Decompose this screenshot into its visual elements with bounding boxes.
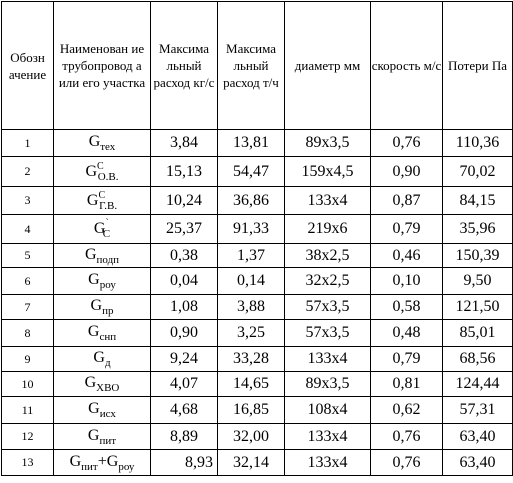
- row-losses: 63,40: [443, 424, 513, 450]
- row-flow-kgs: 0,04: [151, 268, 218, 295]
- row-speed: 0,48: [371, 320, 443, 347]
- header-speed: скорость м/с: [371, 2, 443, 130]
- row-designation: [54, 268, 151, 295]
- designation-subscript: О.В.: [97, 170, 119, 183]
- designation-plus-symbol: +G: [97, 452, 119, 470]
- row-losses: 85,01: [443, 320, 513, 347]
- designation-symbol: G: [93, 220, 106, 237]
- designation-subscript-2: роу: [118, 460, 135, 473]
- row-designation: [54, 424, 151, 450]
- row-designation: [54, 295, 151, 320]
- designation-subscript: пит: [81, 460, 98, 473]
- row-speed: 0,76: [371, 450, 443, 476]
- row-losses: 110,36: [443, 130, 513, 157]
- row-losses: 57,31: [443, 397, 513, 424]
- row-diameter: 38х2,5: [285, 244, 371, 268]
- row-flow-th: 0,14: [218, 268, 285, 295]
- table-row: [2, 372, 513, 397]
- row-speed: 0,81: [371, 372, 443, 397]
- row-number: 10: [2, 372, 54, 397]
- row-speed: 0,90: [371, 157, 443, 187]
- designation-superscript: `: [105, 218, 109, 229]
- row-losses: 124,44: [443, 372, 513, 397]
- row-flow-kgs: 0,38: [151, 244, 218, 268]
- table-row: [2, 130, 513, 157]
- row-number: 7: [2, 295, 54, 320]
- row-designation: [54, 372, 151, 397]
- designation-subscript: ХВО: [96, 382, 120, 394]
- row-diameter: 32х2,5: [285, 268, 371, 295]
- designation-symbol: G: [85, 162, 98, 180]
- row-designation: [54, 215, 151, 244]
- row-flow-th: 3,88: [218, 295, 285, 320]
- table-row: [2, 397, 513, 424]
- row-flow-kgs: 9,24: [151, 347, 218, 372]
- table-row: [2, 424, 513, 450]
- row-flow-th: 36,86: [218, 187, 285, 215]
- row-designation: [54, 244, 151, 268]
- table-row: [2, 268, 513, 295]
- row-speed: 0,87: [371, 187, 443, 215]
- header-max-flow-th: Максима льный расход т/ч: [218, 2, 285, 130]
- row-designation: [54, 320, 151, 347]
- table-row: [2, 295, 513, 320]
- table-row: [2, 450, 513, 476]
- row-diameter: 219х6: [285, 215, 371, 244]
- row-losses: 9,50: [443, 268, 513, 295]
- row-flow-th: 14,65: [218, 372, 285, 397]
- row-speed: 0,46: [371, 244, 443, 268]
- header-diameter: диаметр мм: [285, 2, 371, 130]
- designation-subscript: С: [102, 228, 111, 240]
- row-diameter: 57х3,5: [285, 295, 371, 320]
- row-flow-th: 32,00: [218, 424, 285, 450]
- row-flow-kgs: 8,93: [151, 450, 218, 476]
- row-speed: 0,76: [371, 130, 443, 157]
- row-losses: 150,39: [443, 244, 513, 268]
- row-flow-kgs: 3,84: [151, 130, 218, 157]
- row-flow-th: 16,85: [218, 397, 285, 424]
- row-flow-kgs: 15,13: [151, 157, 218, 187]
- designation-subscript: исх: [99, 408, 116, 420]
- header-pipeline-name: Наименован ие трубопровод а или его участка: [54, 2, 151, 130]
- row-speed: 0,76: [371, 424, 443, 450]
- row-flow-kgs: 4,68: [151, 397, 218, 424]
- header-designation: Обозн ачение: [2, 2, 54, 130]
- header-max-flow-kgs: Максима льный расход кг/с: [151, 2, 218, 130]
- row-diameter: 89х3,5: [285, 130, 371, 157]
- row-flow-th: 32,14: [218, 450, 285, 476]
- designation-symbol: G: [90, 297, 103, 314]
- designation-subscript: роу: [99, 279, 116, 291]
- row-flow-th: 33,28: [218, 347, 285, 372]
- designation-symbol: G: [88, 133, 101, 150]
- row-flow-th: 13,81: [218, 130, 285, 157]
- row-flow-th: 91,33: [218, 215, 285, 244]
- designation-symbol: G: [69, 452, 82, 470]
- designation-symbol: G: [87, 426, 100, 444]
- designation-subscript: пит: [99, 434, 117, 447]
- row-diameter: 133х4: [285, 347, 371, 372]
- designation-symbol: G: [88, 400, 100, 417]
- row-diameter: 89х3,5: [285, 372, 371, 397]
- row-diameter: 108х4: [285, 397, 371, 424]
- row-number: 1: [2, 130, 54, 157]
- row-designation: [54, 157, 151, 187]
- row-number: 11: [2, 397, 54, 424]
- row-losses: 84,15: [443, 187, 513, 215]
- designation-symbol: G: [87, 323, 100, 340]
- row-speed: 0,79: [371, 347, 443, 372]
- row-losses: 35,96: [443, 215, 513, 244]
- row-losses: 70,02: [443, 157, 513, 187]
- designation-subscript: снп: [99, 331, 117, 343]
- row-flow-kgs: 8,89: [151, 424, 218, 450]
- designation-subscript: подп: [96, 253, 120, 266]
- row-designation: [54, 187, 151, 215]
- row-flow-th: 1,37: [218, 244, 285, 268]
- designation-superscript: С: [98, 189, 106, 201]
- table-row: [2, 187, 513, 215]
- designation-subscript: д: [104, 357, 111, 369]
- row-flow-th: 3,25: [218, 320, 285, 347]
- designation-symbol: G: [86, 191, 99, 209]
- row-speed: 0,62: [371, 397, 443, 424]
- row-flow-kgs: 0,90: [151, 320, 218, 347]
- row-speed: 0,10: [371, 268, 443, 295]
- table-row: [2, 215, 513, 244]
- row-flow-kgs: 1,08: [151, 295, 218, 320]
- row-diameter: 133х4: [285, 450, 371, 476]
- row-diameter: 133х4: [285, 187, 371, 215]
- row-designation: [54, 130, 151, 157]
- row-losses: 68,56: [443, 347, 513, 372]
- row-number: 9: [2, 347, 54, 372]
- row-diameter: 159х4,5: [285, 157, 371, 187]
- row-number: 3: [2, 187, 54, 215]
- table-row: [2, 244, 513, 268]
- designation-symbol: G: [84, 374, 97, 391]
- header-row: [2, 2, 513, 130]
- row-losses: 121,50: [443, 295, 513, 320]
- table-row: [2, 320, 513, 347]
- row-designation: [54, 397, 151, 424]
- row-number: 4: [2, 215, 54, 244]
- header-losses: Потери Па: [443, 2, 513, 130]
- row-flow-kgs: 25,37: [151, 215, 218, 244]
- row-number: 2: [2, 157, 54, 187]
- row-number: 12: [2, 424, 54, 450]
- table-row: [2, 157, 513, 187]
- designation-subscript: тех: [100, 141, 116, 153]
- designation-symbol: G: [84, 245, 97, 263]
- designation-subscript: пр: [102, 305, 114, 317]
- pipeline-table: [1, 1, 513, 476]
- row-diameter: 57х3,5: [285, 320, 371, 347]
- row-diameter: 133х4: [285, 424, 371, 450]
- designation-symbol: G: [93, 349, 105, 366]
- row-flow-th: 54,47: [218, 157, 285, 187]
- table-row: [2, 347, 513, 372]
- row-speed: 0,58: [371, 295, 443, 320]
- designation-symbol: G: [88, 271, 100, 288]
- row-losses: 63,40: [443, 450, 513, 476]
- designation-subscript: Г.В.: [99, 199, 118, 212]
- row-flow-kgs: 4,07: [151, 372, 218, 397]
- row-designation: [54, 450, 151, 476]
- row-speed: 0,79: [371, 215, 443, 244]
- row-number: 13: [2, 450, 54, 476]
- row-number: 5: [2, 244, 54, 268]
- row-number: 8: [2, 320, 54, 347]
- row-designation: [54, 347, 151, 372]
- row-number: 6: [2, 268, 54, 295]
- row-flow-kgs: 10,24: [151, 187, 218, 215]
- designation-superscript: С: [97, 160, 104, 172]
